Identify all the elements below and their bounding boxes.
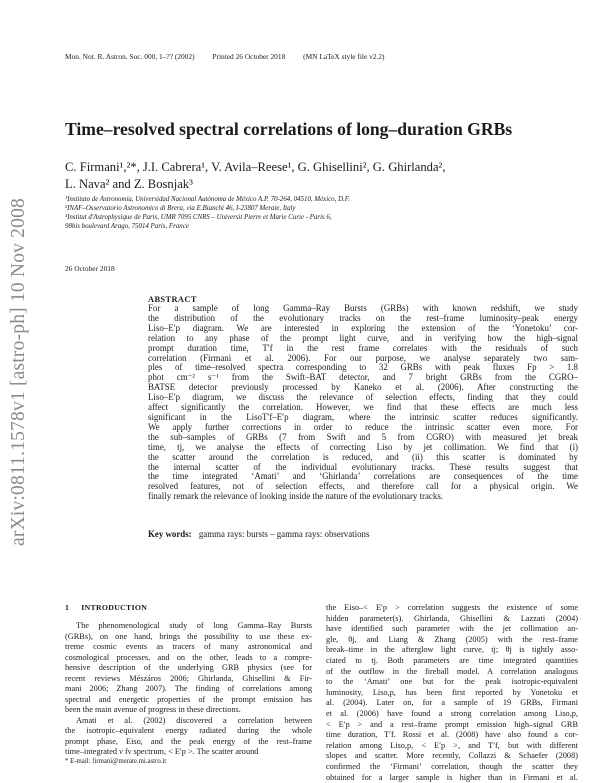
text-line: the time integrated ‘Amati’ and ‘Ghirlanda’ correlations are consequences of the time <box>148 472 578 482</box>
text-line: slopes and scatter. More recently, Collazzi & Schaefer (2008) <box>326 751 578 762</box>
text-line: of the outflow in the fireball model. A correlation analogous <box>326 667 578 678</box>
text-line: cosmological processes, and on the other, leads to a compre- <box>65 653 312 664</box>
text-line: significant in the LisoT′f–E′p diagram, where the intrinsic scatter reduces significantly. <box>148 413 578 423</box>
journal-citation: Mon. Not. R. Astron. Soc. 000, 1–?? (2002) <box>65 52 195 61</box>
paper-title: Time–resolved spectral correlations of long–duration GRBs <box>65 119 512 140</box>
text-line: ples of time–resolved spectra corresponding to 32 GRBs with peak fluxes Fp > 1.8 <box>148 363 578 373</box>
text-line: time duration, T′f. Rossi et al. (2008) have also found a cor- <box>326 730 578 741</box>
abstract-heading: ABSTRACT <box>148 295 197 304</box>
text-line: BATSE detector previously processed by Kaneko et al. (2006). After constructing the <box>148 383 578 393</box>
left-column <box>65 621 312 758</box>
text-line: to the ‘Amati’ one but for the peak isotropic-equivalent <box>326 677 578 688</box>
text-line: finally remark the relevance of looking inside the nature of the evolutionary tracks. <box>148 492 578 502</box>
arxiv-stamp: arXiv:0811.1578v1 [astro-ph] 10 Nov 2008 <box>8 198 30 546</box>
text-line: correlation (Firmani et al. 2006). For our purpose, we analyse separately two sam- <box>148 354 578 364</box>
section-number: 1 <box>65 603 69 612</box>
text-line: have identified such parameter with the jet collimation an- <box>326 624 578 635</box>
text-line: phot cm⁻² s⁻¹ from the Swift–BAT detector, and 7 bright GRBs from the CGRO– <box>148 373 578 383</box>
section-title: INTRODUCTION <box>81 603 147 612</box>
text-line: time–integrated ν fν spectrum, < E′p >. The scatter around <box>65 747 312 758</box>
text-line: We apply further corrections in order to reduce the intrinsic scatter even more. For <box>148 423 578 433</box>
text-line: time, tj, we analyse the effects of correcting Liso by jet collimation. We find that (i) <box>148 443 578 453</box>
text-line: been the main avenue of progress in these directions. <box>65 705 312 716</box>
text-line: the distribution of the evolutionary tracks on the rest–frame luminosity–peak energy <box>148 314 578 324</box>
keywords-label: Key words: <box>148 529 192 539</box>
text-line: confirmed the ‘Firmani’ correlation, though the scatter they <box>326 762 578 773</box>
text-line: obtained for a larger sample is higher than in Firmani et al. <box>326 773 578 783</box>
abstract-body <box>148 304 578 502</box>
author-line: L. Nava² and Z. Bosnjak³ <box>65 176 445 193</box>
text-line: al. (2004). Later on, for a sample of 19 GRBs, Firmani <box>326 698 578 709</box>
style-file: (MN LaTeX style file v2.2) <box>303 52 384 61</box>
text-line: resolved features, not of selection effects, and therefore call for a physical origin. We <box>148 482 578 492</box>
affiliation: ²INAF–Osservatorio Astronomico di Brera, via E.Bianchi 46, I-23807 Merate, Italy <box>65 204 350 213</box>
text-line: For a sample of long Gamma–Ray Bursts (GRBs) with known redshift, we study <box>148 304 578 314</box>
keywords-text: gamma rays: bursts – gamma rays: observations <box>199 529 370 539</box>
text-line: the Eiso–< E′p > correlation suggests the existence of some <box>326 603 578 614</box>
affiliation: ³Institut d'Astrophysique de Paris, UMR 7095 CNRS – Universit Pierre et Marie Curie - Paris 6, <box>65 213 350 222</box>
text-line: relation to any phase of the prompt light curve, and in verifying how the high–signal <box>148 334 578 344</box>
text-line: hidden parameter(s). Ghirlanda, Ghisellini & Lazzati (2004) <box>326 614 578 625</box>
text-line: The phenomenological study of long Gamma–Ray Bursts <box>65 621 312 632</box>
author-line: C. Firmani¹,²*, J.I. Cabrera¹, V. Avila–Reese¹, G. Ghisellini², G. Ghirlanda², <box>65 159 445 176</box>
text-line: treme cosmic events as tracers of many astronomical and <box>65 642 312 653</box>
text-line: Amati et al. (2002) discovered a correlation between <box>65 716 312 727</box>
text-line: spectral and energetic properties of the prompt emission has <box>65 695 312 706</box>
text-line: mani 2006; Zhang 2007). The finding of correlations among <box>65 684 312 695</box>
keywords <box>148 529 369 539</box>
text-line: break–time in the afterglow light curve, tj; θj is tightly asso- <box>326 645 578 656</box>
section-heading <box>65 603 159 612</box>
author-list <box>65 159 445 192</box>
text-line: relation among Liso,p, < E′p >, and T′f, but with different <box>326 741 578 752</box>
text-line: prompt duration time, T′f in the rest frame correlates with the residuals of such <box>148 344 578 354</box>
affiliation: ¹Instituto de Astronomía, Universidad Nacional Autónoma de México A.P. 70-264, 04510, México, D.F. <box>65 195 350 204</box>
printed-date: Printed 26 October 2018 <box>212 52 285 61</box>
text-line: prompt phase, Eiso, and the peak energy of the rest–frame <box>65 737 312 748</box>
text-line: gle, θj, and Liang & Zhang (2005) with the rest–frame <box>326 635 578 646</box>
text-line: the sub–samples of GRBs (7 from Swift and 5 from CGRO) with measured jet break <box>148 433 578 443</box>
footnote: * E-mail: firmani@merate.mi.astro.it <box>65 758 166 765</box>
text-line: < E′p > and a rest–frame prompt emission high–signal GRB <box>326 720 578 731</box>
text-line: affect significantly the correlation. However, we find that these effects are much less <box>148 403 578 413</box>
text-line: hensive description of the underlying GRB physics (see for <box>65 663 312 674</box>
text-line: ciated to tj. Both parameters are time integrated quantities <box>326 656 578 667</box>
text-line: Liso–E′p diagram. We are interested in exploring the extension of the ‘Yonetoku’ cor- <box>148 324 578 334</box>
date: 26 October 2018 <box>65 264 115 273</box>
text-line: the isotropic–equivalent energy radiated during the whole <box>65 726 312 737</box>
text-line: luminosity, Liso,p, has been first reported by Yonetoku et <box>326 688 578 699</box>
text-line: (GRBs), on one hand, brings the possibility to use these ex- <box>65 632 312 643</box>
text-line: the scatter around the correlation is reduced, and (ii) this scatter is dominated by <box>148 453 578 463</box>
running-header <box>65 52 401 61</box>
right-column <box>326 603 578 783</box>
affiliation: 98bis boulevard Arago, 75014 Paris, France <box>65 222 350 231</box>
text-line: the internal scatter of the individual evolutionary tracks. These results suggest that <box>148 463 578 473</box>
text-line: et al. (2006) have found a strong correlation among Liso,p, <box>326 709 578 720</box>
affiliations <box>65 195 350 231</box>
text-line: recent reviews Mészáros 2006; Ghirlanda, Ghisellini & Fir- <box>65 674 312 685</box>
text-line: Liso–E′p diagram, we discuss the relevance of selection effects, finding that they could <box>148 393 578 403</box>
